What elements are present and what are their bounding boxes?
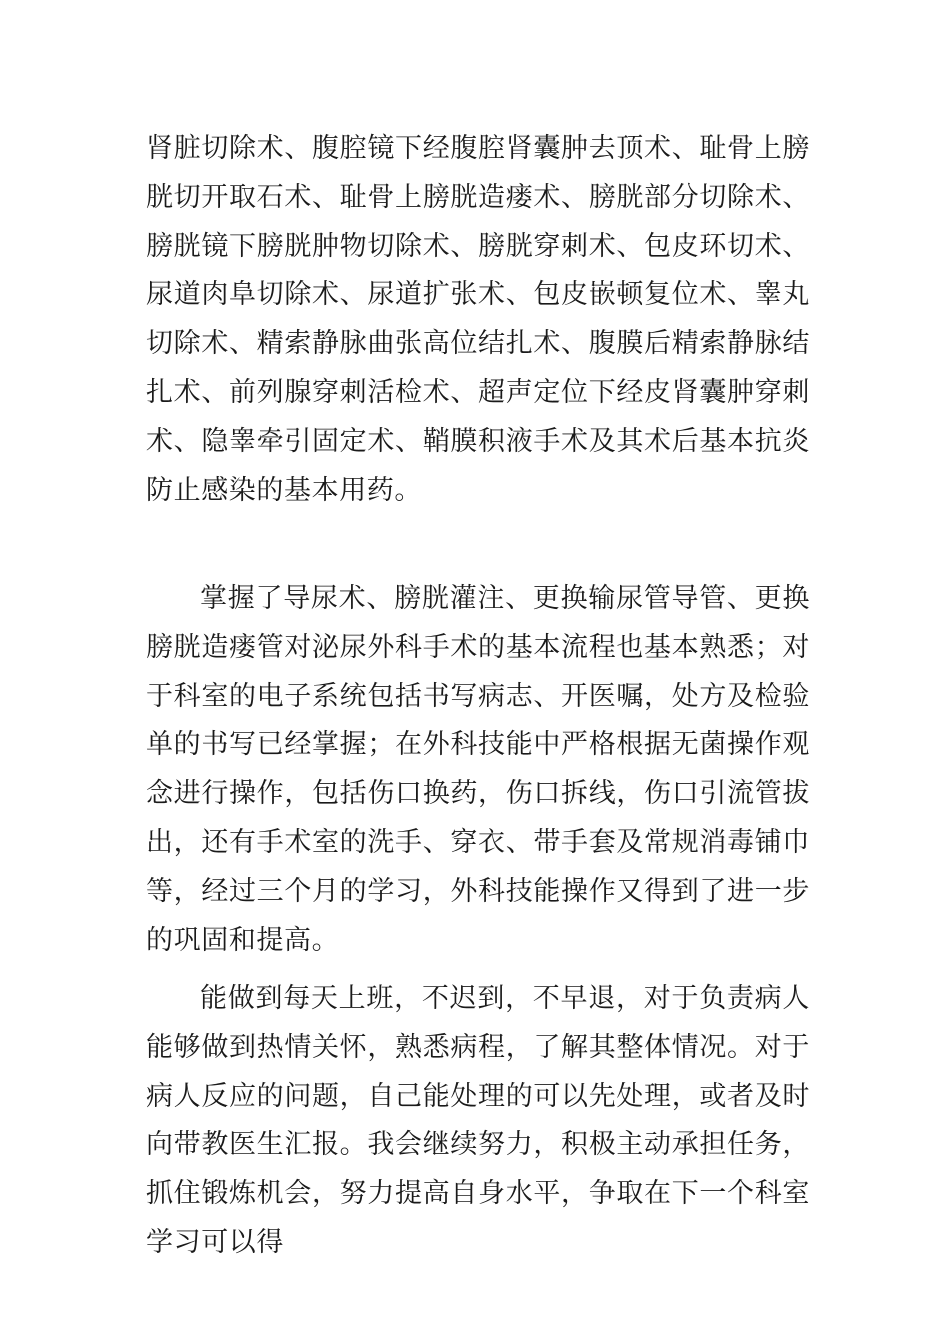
paragraph-clinical-skills: 掌握了导尿术、膀胱灌注、更换输尿管导管、更换膀胱造瘘管对泌尿外科手术的基本流程也基本熟悉；对于科室的电子系统包括书写病志、开医嘱，处方及检验单的书写已经掌握；在外科技能中严格根据无菌操作观念进行操作，包括伤口换药，伤口拆线，伤口引流管拔出，还有手术室的洗手、穿衣、带手套及常规消毒铺巾等，经过三个月的学习，外科技能操作又得到了进一步的巩固和提高。 xyxy=(146,583,810,956)
paragraph-work-attitude: 能做到每天上班，不迟到，不早退，对于负责病人能够做到热情关怀，熟悉病程，了解其整体情况。对于病人反应的问题，自己能处理的可以先处理，或者及时向带教医生汇报。我会继续努力，积极主动承担任务，抓住锻炼机会，努力提高自身水平，争取在下一个科室学习可以得 xyxy=(146,983,810,1258)
paragraph-surgical-procedures: 肾脏切除术、腹腔镜下经腹腔肾囊肿去顶术、耻骨上膀胱切开取石术、耻骨上膀胱造瘘术、膀胱部分切除术、膀胱镜下膀胱肿物切除术、膀胱穿刺术、包皮环切术、尿道肉阜切除术、尿道扩张术、包皮嵌顿复位术、睾丸切除术、精索静脉曲张高位结扎术、腹膜后精索静脉结扎术、前列腺穿刺活检术、超声定位下经皮肾囊肿穿刺术、隐睾牵引固定术、鞘膜积液手术及其术后基本抗炎防止感染的基本用药。 xyxy=(146,133,810,506)
